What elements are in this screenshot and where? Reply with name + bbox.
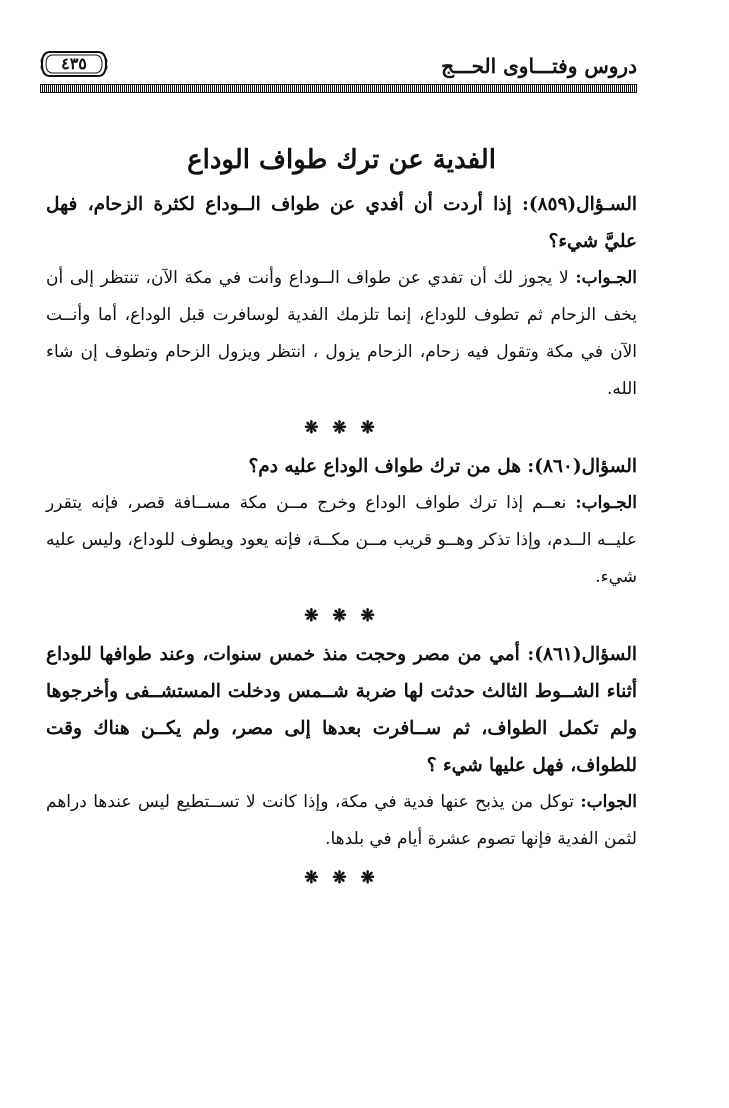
question-paragraph (46, 636, 637, 784)
page-number: ٤٣٥ (61, 54, 87, 73)
answer-paragraph (46, 260, 637, 408)
section-separator: ❋ ❋ ❋ (304, 868, 379, 888)
qa-entry (46, 448, 637, 596)
question-text: هل من ترك طواف الوداع عليه دم؟ (248, 456, 528, 477)
question-text: إذا أردت أن أفدي عن طواف الــوداع لكثرة الزحام، فهل عليَّ شيء؟ (46, 194, 637, 252)
page-number-badge (40, 48, 108, 80)
question-label: السؤال(٨٦٠): (527, 456, 637, 477)
answer-text: نعــم إذا ترك طواف الوداع وخرج مــن مكة مســافة قصر، فإنه يتقرر عليــه الــدم، وإذا تذكر وهــو قريب مــن مكــة، فإنه يعود ويطوف للوداع، وليس عليه شيء. (46, 493, 637, 587)
header-rule (40, 84, 637, 93)
answer-text: توكل من يذبح عنها فدية في مكة، وإذا كانت لا تســتطيع ليس عندها دراهم لثمن الفدية فإنها تصوم عشرة أيام في بلدها. (46, 792, 637, 849)
answer-label: الجـواب: (575, 493, 637, 513)
section-separator: ❋ ❋ ❋ (304, 418, 379, 438)
answer-text: لا يجوز لك أن تفدي عن طواف الــوداع وأنت في مكة الآن، تنتظر إلى أن يخف الزحام ثم تطوف للوداع، إنما تلزمك الفدية لوسافرت قبل الوداع، أما وأنــت الآن في مكة وتقول فيه زحام، الزحام يزول ، انتظر ويزول الزحام وتطوف إن شاء الله. (46, 268, 637, 399)
question-label: السـؤال(٨٥٩): (522, 194, 637, 215)
answer-label: الجـواب: (575, 268, 637, 288)
question-label: السؤال(٨٦١): (527, 644, 637, 665)
question-paragraph (46, 448, 637, 485)
section-title: الفدية عن ترك طواف الوداع (187, 145, 496, 175)
page-content (46, 140, 637, 898)
qa-entry (46, 186, 637, 408)
question-paragraph (46, 186, 637, 260)
qa-entry (46, 636, 637, 858)
answer-label: الجواب: (580, 792, 637, 812)
answer-paragraph (46, 485, 637, 596)
running-title: دروس وفتـــاوى الحـــج (441, 54, 637, 78)
section-separator: ❋ ❋ ❋ (304, 606, 379, 626)
answer-paragraph (46, 784, 637, 858)
question-text: أمي من مصر وحجت منذ خمس سنوات، وعند طوافها للوداع أثناء الشــوط الثالث حدثت لها ضربة شــمس ودخلت المستشــفى وأخرجوها ولم تكمل الطواف، ثم ســافرت بعدها إلى مصر، ولم يكــن هناك وقت للطواف، فهل عليها شيء ؟ (46, 644, 637, 776)
